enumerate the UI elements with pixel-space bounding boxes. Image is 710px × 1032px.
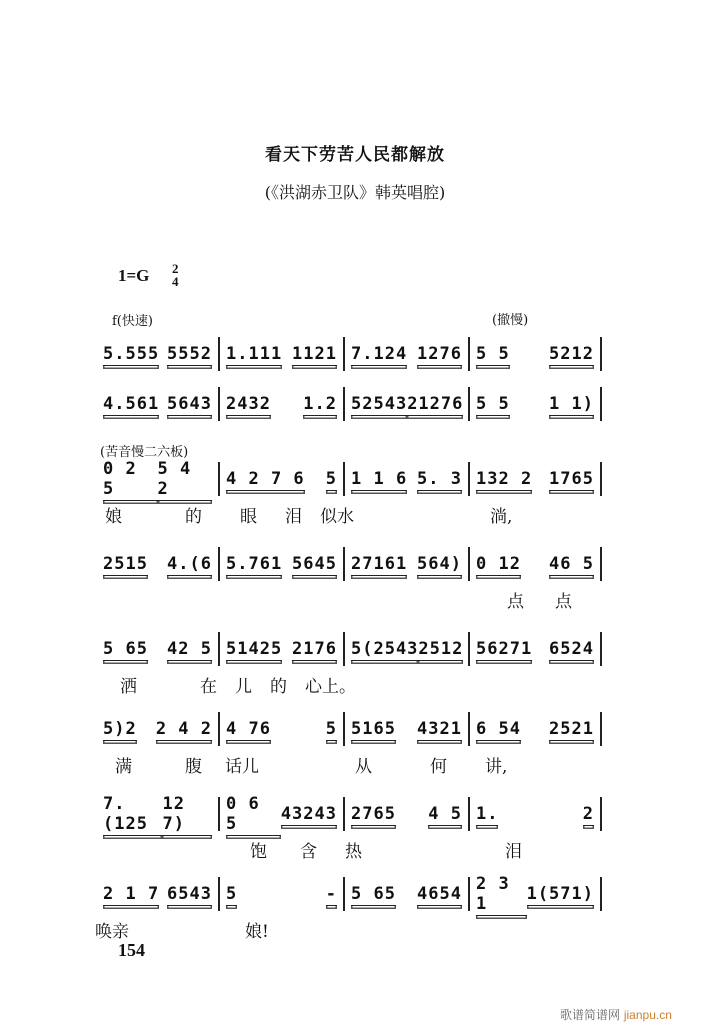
measure — [220, 545, 343, 585]
tempo-mark-section: (苦音慢二六板) — [100, 445, 189, 460]
lyric-word: 唤亲 — [95, 922, 129, 942]
note-group: 51425 — [226, 639, 283, 659]
note-group: 5 4 2 — [158, 459, 213, 501]
note-group: 4 76 — [226, 719, 271, 739]
lyric-word: 饱 — [250, 842, 267, 862]
measure — [470, 795, 600, 835]
score-row — [95, 545, 605, 585]
note-group: 7.124 — [351, 344, 408, 364]
measure — [345, 630, 468, 670]
measure — [97, 545, 218, 585]
song-subtitle: (《洪湖赤卫队》韩英唱腔) — [264, 183, 446, 202]
note-group: 27161 — [351, 554, 408, 574]
note-group: 0 12 — [476, 554, 521, 574]
lyric-word: 点 — [507, 592, 524, 612]
lyric-word: 的 — [270, 677, 287, 697]
lyric-word: 满 — [115, 757, 132, 777]
measure — [470, 710, 600, 750]
score-row — [95, 630, 605, 670]
lyric-word: 从 — [355, 757, 372, 777]
measure — [345, 875, 468, 915]
note-group: 5(2543 — [351, 639, 419, 659]
lyric-line — [95, 502, 605, 526]
lyric-word: 讲, — [485, 757, 508, 777]
note-group: 2521 — [549, 719, 594, 739]
lyric-word: 似水 — [320, 507, 354, 527]
measure — [470, 335, 600, 375]
lyric-word: 娘! — [245, 922, 269, 942]
measure — [470, 385, 600, 425]
note-group: 46 5 — [549, 554, 594, 574]
note-group: 5552 — [167, 344, 212, 364]
time-signature: 2 4 — [172, 261, 179, 289]
note-group: 1.2 — [303, 394, 337, 414]
lyric-word: 点 — [555, 592, 572, 612]
note-group: 5 65 — [103, 639, 148, 659]
page-number: 154 — [118, 940, 145, 960]
note-group: 1.111 — [226, 344, 283, 364]
note-group: 2176 — [292, 639, 337, 659]
measure — [470, 460, 600, 500]
lyric-word: 泪 — [285, 507, 302, 527]
measure — [345, 795, 468, 835]
note-group: 5 — [226, 884, 238, 904]
bar-line — [600, 632, 602, 666]
score-row — [95, 795, 605, 835]
lyric-word: 儿 — [235, 677, 252, 697]
note-group: 2 — [582, 804, 594, 824]
bar-line — [600, 462, 602, 496]
measure — [97, 460, 218, 500]
note-group: 132 2 — [476, 469, 533, 489]
note-group: 4 5 — [428, 804, 462, 824]
measure — [470, 630, 600, 670]
note-group: 7.(125 — [103, 794, 162, 836]
note-group: 5.761 — [226, 554, 283, 574]
note-group: 0 6 5 — [226, 794, 281, 836]
note-group: 2 3 1 — [476, 874, 527, 916]
note-group: 12 7) — [162, 794, 212, 836]
note-group: 4 2 7 6 — [226, 469, 305, 489]
watermark: 歌谱简谱网 jianpu.cn — [560, 1008, 672, 1022]
note-group: 0 2 5 — [103, 459, 158, 501]
measure — [220, 875, 343, 915]
song-title: 看天下劳苦人民都解放 — [265, 145, 445, 165]
lyric-line — [95, 752, 605, 776]
lyric-word: 泪 — [505, 842, 522, 862]
score-row — [95, 710, 605, 750]
note-group: 5.555 — [103, 344, 160, 364]
note-group: 2 1 7 — [103, 884, 160, 904]
note-group: 21276 — [407, 394, 464, 414]
note-group: - — [325, 884, 337, 904]
measure — [220, 795, 343, 835]
note-group: 1765 — [549, 469, 594, 489]
note-group: 52543 — [351, 394, 408, 414]
tempo-mark-slower: (撤慢) — [492, 313, 529, 328]
bar-line — [600, 547, 602, 581]
bar-line — [600, 877, 602, 911]
lyric-word: 淌, — [490, 507, 513, 527]
lyric-word: 洒 — [120, 677, 137, 697]
score-row — [95, 385, 605, 425]
score-row — [95, 875, 605, 915]
note-group: 5 — [325, 469, 337, 489]
measure — [470, 545, 600, 585]
measure — [220, 385, 343, 425]
note-group: 1 1) — [549, 394, 594, 414]
lyric-line — [95, 917, 605, 941]
lyric-word: 娘 — [105, 507, 122, 527]
score-row — [95, 335, 605, 375]
note-group: 5645 — [292, 554, 337, 574]
lyric-line — [95, 672, 605, 696]
note-group: 1. — [476, 804, 499, 824]
measure — [345, 460, 468, 500]
score-row — [95, 460, 605, 500]
note-group: 4321 — [417, 719, 462, 739]
note-group: 1121 — [292, 344, 337, 364]
lyric-word: 心上。 — [305, 677, 356, 697]
note-group: 4.(6 — [167, 554, 212, 574]
note-group: 5 5 — [476, 394, 510, 414]
measure — [345, 545, 468, 585]
note-group: 5)2 — [103, 719, 137, 739]
note-group: 6 54 — [476, 719, 521, 739]
measure — [470, 875, 600, 915]
lyric-line — [95, 587, 605, 611]
bar-line — [600, 797, 602, 831]
lyric-word: 何 — [430, 757, 447, 777]
note-group: 5. 3 — [417, 469, 462, 489]
lyric-word: 的 — [185, 507, 202, 527]
lyric-word: 话儿 — [225, 757, 259, 777]
measure — [220, 460, 343, 500]
note-group: 1 1 6 — [351, 469, 408, 489]
note-group: 42 5 — [167, 639, 212, 659]
lyric-word: 热 — [345, 842, 362, 862]
bar-line — [600, 337, 602, 371]
note-group: 5212 — [549, 344, 594, 364]
note-group: 5 — [325, 719, 337, 739]
note-group: 2512 — [418, 639, 464, 659]
note-group: 1276 — [417, 344, 462, 364]
measure — [97, 335, 218, 375]
measure — [97, 795, 218, 835]
bar-line — [600, 387, 602, 421]
measure — [220, 335, 343, 375]
lyric-line — [95, 837, 605, 861]
measure — [97, 385, 218, 425]
note-group: 564) — [417, 554, 462, 574]
note-group: 2432 — [226, 394, 271, 414]
note-group: 5 65 — [351, 884, 396, 904]
note-group: 6524 — [549, 639, 594, 659]
note-group: 6543 — [167, 884, 212, 904]
note-group: 4654 — [417, 884, 462, 904]
note-group: 2765 — [351, 804, 396, 824]
note-group: 56271 — [476, 639, 533, 659]
lyric-word: 眼 — [240, 507, 257, 527]
lyric-word: 腹 — [185, 757, 202, 777]
tempo-mark-fast: f(快速) — [112, 314, 153, 329]
measure — [345, 335, 468, 375]
measure — [220, 710, 343, 750]
measure — [97, 875, 218, 915]
measure — [97, 710, 218, 750]
note-group: 43243 — [280, 804, 337, 824]
measure — [345, 710, 468, 750]
bar-line — [600, 712, 602, 746]
key-signature: 1=G — [118, 266, 150, 285]
note-group: 2 4 2 — [155, 719, 212, 739]
measure — [97, 630, 218, 670]
note-group: 5643 — [167, 394, 212, 414]
note-group: 4.561 — [103, 394, 160, 414]
note-group: 1(571) — [526, 884, 594, 904]
measure — [220, 630, 343, 670]
note-group: 2515 — [103, 554, 148, 574]
lyric-word: 含 — [300, 842, 317, 862]
measure — [345, 385, 468, 425]
note-group: 5165 — [351, 719, 396, 739]
lyric-word: 在 — [200, 677, 217, 697]
note-group: 5 5 — [476, 344, 510, 364]
